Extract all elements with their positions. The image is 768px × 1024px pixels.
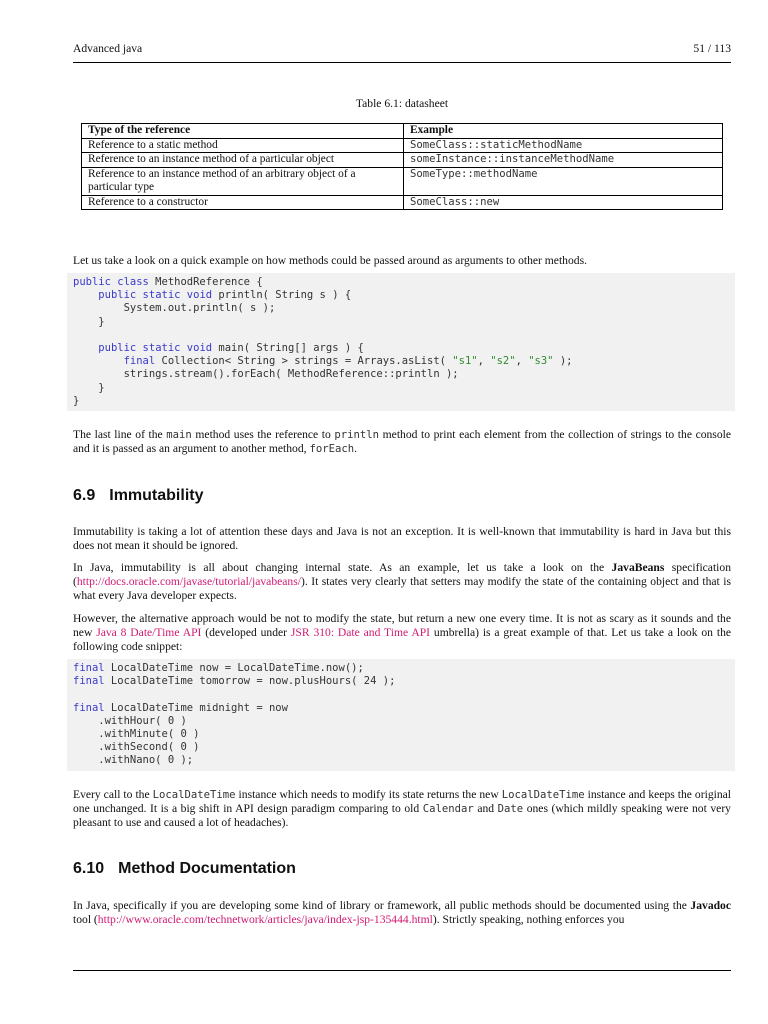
text: umbrella) is a great example of that. Let us take a look on the following code snippet: bbox=[73, 626, 732, 653]
code-line: .withNano( 0 ); bbox=[73, 754, 194, 767]
table-header-cell: Example bbox=[404, 124, 723, 139]
table-cell: Reference to an instance method of an arbitrary object of a particular type bbox=[82, 167, 404, 195]
text: method to print each element from the collection of strings to the console and it is passed as an argument to another method, bbox=[73, 428, 731, 455]
code-text: ); bbox=[553, 355, 573, 368]
javabeans-link[interactable]: http://docs.oracle.com/javase/tutorial/javabeans/ bbox=[76, 575, 301, 588]
code-indent bbox=[73, 289, 98, 301]
jsr-310-link[interactable]: JSR 310: Date and Time API bbox=[290, 626, 431, 639]
bold-term: JavaBeans bbox=[611, 561, 665, 574]
text: ). Strictly speaking, nothing enforces you bbox=[432, 913, 625, 926]
code-text: Collection< String > strings = Arrays.asList( bbox=[155, 355, 453, 368]
table-header-row bbox=[82, 124, 723, 139]
code-line: strings.stream().forEach( MethodReference::println ); bbox=[73, 368, 459, 381]
code-keyword: final bbox=[73, 662, 105, 674]
code-text: println( String s ) { bbox=[212, 289, 352, 302]
every-call-paragraph bbox=[73, 788, 731, 830]
code-keyword: final bbox=[73, 701, 105, 714]
footer-rule bbox=[73, 970, 731, 971]
code-text: LocalDateTime tomorrow = now.plusHours( 24 ); bbox=[104, 675, 396, 688]
code-line: .withMinute( 0 ) bbox=[73, 727, 200, 740]
text: Every call to the bbox=[73, 788, 153, 801]
section-number: 6.9 bbox=[73, 487, 96, 504]
code-line: .withSecond( 0 ) bbox=[73, 741, 200, 754]
code-keyword: public static void bbox=[98, 289, 213, 302]
table-row bbox=[82, 153, 723, 168]
header-title: Advanced java bbox=[73, 42, 143, 55]
running-header bbox=[73, 42, 731, 58]
text: The last line of the bbox=[73, 428, 167, 441]
code-line: .withHour( 0 ) bbox=[73, 714, 187, 727]
code-line: } bbox=[73, 394, 80, 407]
text: . bbox=[354, 442, 358, 455]
code-text: LocalDateTime now = LocalDateTime.now(); bbox=[104, 662, 364, 674]
code-line: } bbox=[73, 381, 105, 394]
code-text: , bbox=[477, 355, 491, 368]
code-indent bbox=[73, 355, 124, 367]
text: instance and keeps the original one unchanged. It is a big shift in API design paradigm comparing to old bbox=[73, 788, 731, 815]
code-text: MethodReference { bbox=[148, 276, 263, 288]
inline-code: LocalDateTime bbox=[152, 789, 236, 801]
header-rule bbox=[73, 62, 731, 63]
documentation-paragraph bbox=[73, 899, 731, 927]
text: tool ( bbox=[73, 913, 98, 926]
table-row bbox=[82, 138, 723, 153]
code-string: "s3" bbox=[528, 355, 554, 368]
code-text: , bbox=[515, 355, 529, 368]
inline-code: forEach bbox=[309, 443, 355, 455]
page-number: 51 / 113 bbox=[693, 42, 731, 55]
table-cell-code: SomeClass::new bbox=[404, 195, 723, 210]
text: ones (which mildly speaking were not very pleasant to use and caused a lot of headaches). bbox=[73, 802, 731, 829]
code-string: "s2" bbox=[490, 355, 516, 368]
section-title: Immutability bbox=[109, 487, 204, 504]
code-keyword: public class bbox=[73, 276, 149, 288]
code-block-localdatetime bbox=[67, 659, 735, 771]
code-line bbox=[73, 675, 735, 688]
code-line bbox=[73, 355, 735, 368]
text: In Java, specifically if you are developing some kind of library or framework, all public methods should be documented using the bbox=[73, 899, 691, 912]
code-line bbox=[73, 342, 735, 355]
javadoc-link[interactable]: http://www.oracle.com/technetwork/articles/java/index-jsp-135444.html bbox=[97, 913, 433, 926]
code-line bbox=[73, 662, 735, 675]
code-line bbox=[73, 289, 735, 302]
last-line-paragraph bbox=[73, 428, 731, 456]
text: In Java, immutability is all about changing internal state. As an example, let us take a look on the bbox=[73, 561, 612, 574]
text: ). It states very clearly that setters may modify the state of the containing object and that is what every Java developer expects. bbox=[73, 575, 731, 602]
code-blank-line bbox=[73, 688, 735, 701]
immutability-paragraph-1: Immutability is taking a lot of attention these days and Java is not an exception. It is well-known that immutability is hard in Java but this does not mean it should be ignored. bbox=[73, 525, 731, 552]
code-string: "s1" bbox=[452, 355, 478, 368]
code-line: } bbox=[73, 315, 105, 328]
immutability-paragraph-3 bbox=[73, 612, 731, 654]
code-line bbox=[73, 276, 735, 289]
table-header-cell: Type of the reference bbox=[82, 124, 404, 139]
code-text: LocalDateTime midnight = now bbox=[104, 701, 288, 714]
code-line: System.out.println( s ); bbox=[73, 302, 276, 315]
code-block-method-reference bbox=[67, 273, 735, 411]
text: method uses the reference to bbox=[191, 428, 335, 441]
text: instance which needs to modify its state returns the new bbox=[235, 788, 502, 801]
table-cell-code: someInstance::instanceMethodName bbox=[404, 153, 723, 168]
code-indent bbox=[73, 342, 98, 354]
section-title: Method Documentation bbox=[118, 860, 296, 877]
code-line bbox=[73, 702, 735, 715]
text: However, the alternative approach would be not to modify the state, but return a new one every time. It is not as scary as it sounds and the new bbox=[73, 612, 731, 639]
code-blank-line bbox=[73, 329, 735, 342]
inline-code: println bbox=[334, 429, 380, 441]
section-heading-method-documentation bbox=[73, 859, 296, 879]
text: specification ( bbox=[73, 561, 731, 588]
table-cell: Reference to a constructor bbox=[82, 195, 404, 210]
table-cell-code: SomeClass::staticMethodName bbox=[404, 138, 723, 153]
section-heading-immutability bbox=[73, 486, 203, 506]
intro-paragraph: Let us take a look on a quick example on how methods could be passed around as arguments to other methods. bbox=[73, 254, 587, 267]
inline-code: Date bbox=[497, 803, 524, 815]
table-cell-code: SomeType::methodName bbox=[404, 167, 723, 195]
immutability-paragraph-2 bbox=[73, 561, 731, 603]
inline-code: main bbox=[166, 429, 192, 441]
inline-code: LocalDateTime bbox=[501, 789, 585, 801]
date-time-api-link[interactable]: Java 8 Date/Time API bbox=[96, 626, 202, 639]
table-row bbox=[82, 167, 723, 195]
reference-types-table bbox=[81, 123, 723, 210]
table-caption: Table 6.1: datasheet bbox=[355, 97, 449, 110]
section-number: 6.10 bbox=[73, 860, 105, 877]
text: (developed under bbox=[201, 626, 291, 639]
bold-term: Javadoc bbox=[690, 899, 731, 912]
table-cell: Reference to an instance method of a particular object bbox=[82, 153, 404, 168]
text: and bbox=[473, 802, 498, 815]
code-keyword: final bbox=[123, 355, 156, 368]
table-cell: Reference to a static method bbox=[82, 138, 404, 153]
code-keyword: final bbox=[73, 675, 105, 688]
table-row bbox=[82, 195, 723, 210]
code-keyword: public static void bbox=[98, 341, 213, 354]
inline-code: Calendar bbox=[422, 803, 474, 815]
code-text: main( String[] args ) { bbox=[212, 341, 364, 354]
